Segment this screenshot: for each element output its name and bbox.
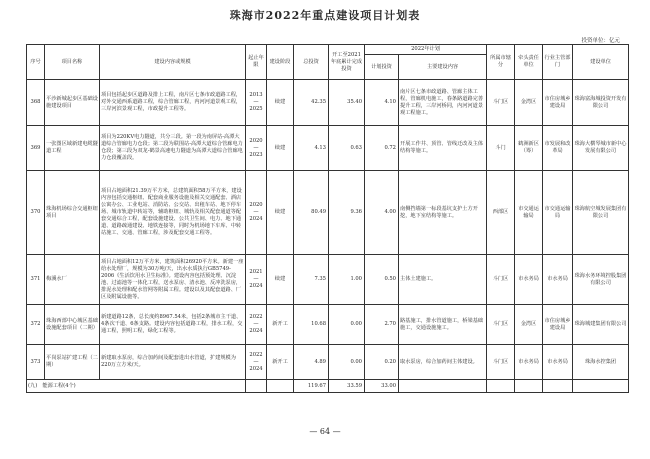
cell-builder: 珠海大横琴城市新中心发展有限公司: [573, 126, 629, 171]
table-row: [27, 80, 629, 126]
cell-total: 42.35: [294, 80, 329, 126]
project-table: [26, 44, 629, 393]
header-dept: 行业主管部门: [543, 45, 573, 80]
cell-name: 梅溪水厂: [45, 255, 100, 305]
cell-total: 4.89: [294, 345, 329, 380]
cell-scope: 新建取水泵房，综合加药间及配套进出水管道，扩建规模为220万立方米/天。: [100, 345, 246, 380]
summary-cumulative: 33.59: [329, 380, 365, 393]
cell-stage: 新开工: [267, 305, 294, 345]
cell-cumulative: 0.63: [329, 126, 365, 171]
summary-label: (九) 能源工程(4个): [27, 380, 246, 393]
header-plan-group: 2022年计划: [365, 45, 487, 55]
cell-plan-invest: 0.50: [365, 255, 399, 305]
cell-plan-invest: 0.20: [365, 345, 399, 380]
cell-builder: 珠海水控集团: [573, 345, 629, 380]
cell-plan-content: 南侧挡墙第一标段基坑支护土方开挖，地下室结构等施工。: [399, 171, 487, 255]
cell-years: 2021—2024: [246, 255, 267, 305]
header-name: 项目名称: [45, 45, 100, 80]
cell-dept: 市住房城乡建设局: [543, 305, 573, 345]
cell-stage: 续建: [267, 171, 294, 255]
cell-dept: 市水务局: [543, 345, 573, 380]
table-row: [27, 305, 629, 345]
header-builder: 建设单位: [573, 45, 629, 80]
page-title: 珠海市2022年重点建设项目计划表: [229, 9, 421, 22]
header-years: 起止年限: [246, 45, 267, 80]
summary-row: [27, 380, 629, 393]
cell-builder: 珠海富海城投资开发有限公司: [573, 80, 629, 126]
cell-district: 斗门区: [487, 345, 515, 380]
cell-dept: 市住房城乡建设局: [543, 80, 573, 126]
cell-total: 7.35: [294, 255, 329, 305]
cell-total: 80.49: [294, 171, 329, 255]
cell-years: 2013—2025: [246, 80, 267, 126]
cell-stage: 续建: [267, 80, 294, 126]
header-scope: 建设内容或规模: [100, 45, 246, 80]
cell-plan-content: 主体土建施工。: [399, 255, 487, 305]
cell-scope: 项目占地面积21.39万平方米，总建筑面积58万平方米，建设内容包括交通枢纽、配套商业服务设施及相关交通配套、酒店公寓办公、工业电站、消防站、公交站、出租车站、地下停车场、城市轨道中转站等，辅助枢纽、城轨及相关配套通道等配套交通综合工程，配套设施建设、公共卫生间、电力、地下通道、道路疏通建设、地铁连接等，同时为机场地下车库、中转站施工、交通、管廊工程，涉及配套交通工程等。: [100, 171, 246, 255]
cell-years: 2020—2023: [246, 126, 267, 171]
cell-total: 10.68: [294, 305, 329, 345]
cell-lead-unit: 市水务局: [515, 255, 543, 305]
header-district: 所属市辖分: [487, 45, 515, 80]
cell-plan-invest: 2.70: [365, 305, 399, 345]
cell-seq: 368: [27, 80, 45, 126]
cell-lead-unit: 市水务局: [515, 345, 543, 380]
table-row: [27, 126, 629, 171]
cell-scope: 新建道路12条，总长度约8967.54米，包括2条城市主干道、4条次干道、6条支路。建设内容包括道路工程，排水工程，交通工程，照明工程，绿化工程等。: [100, 305, 246, 345]
cell-seq: 370: [27, 171, 45, 255]
table-row: [27, 171, 629, 255]
cell-seq: 369: [27, 126, 45, 171]
header-row-1: [27, 45, 629, 55]
cell-district: 斗门区: [487, 305, 515, 345]
cell-plan-content: 路基施工，排水管道施工，桥梁基础施工，交通设施施工。: [399, 305, 487, 345]
cell-stage: 新开工: [267, 345, 294, 380]
cell-lead-unit: 金湾区: [515, 305, 543, 345]
table-row: [27, 255, 629, 305]
cell-name: 平沙新城起步区基础设施建设项目: [45, 80, 100, 126]
cell-lead-unit: 市交通运输局: [515, 171, 543, 255]
cell-lead-unit: 鹤洲新区（筹）: [515, 126, 543, 171]
cell-plan-content: 取水泵房，综合加药间主体建设。: [399, 345, 487, 380]
header-total: 总投资: [294, 45, 329, 80]
summary-total: 119.67: [294, 380, 329, 393]
header-plan-content: 主要建设内容: [399, 55, 487, 80]
cell-seq: 371: [27, 255, 45, 305]
cell-stage: 续建: [267, 255, 294, 305]
cell-plan-content: 开展工作井、顶管、管线迁改及主体结构等施工。: [399, 126, 487, 171]
cell-district: 西部区: [487, 171, 515, 255]
cell-years: 2020—2024: [246, 171, 267, 255]
cell-cumulative: 0.00: [329, 305, 365, 345]
cell-builder: 珠海航空城发展集团有限公司: [573, 171, 629, 255]
cell-scope: 项目为220KV电力隧道，共分三段。第一段为南屏站-高潭大道综合管廊电力仓段；第二段为联围站-高潭大道综合管廊电力仓段；第三段为双龙-鹤景高速电力隧道为高潭大道综合管廊电力仓段覆盖段。: [100, 126, 246, 171]
cell-cumulative: 35.40: [329, 80, 365, 126]
table-row: [27, 345, 629, 380]
cell-plan-content: 南片区七条市政道路、管廊主体工程，管廊机电施工，春条路道路完善提升工程，三岸河桥同，内河河道景观工程施工。: [399, 80, 487, 126]
cell-seq: 373: [27, 345, 45, 380]
header-cumulative: 开工至2021年底累计完成投资: [329, 45, 365, 80]
cell-years: 2022—2024: [246, 305, 267, 345]
cell-total: 4.13: [294, 126, 329, 171]
cell-cumulative: 1.00: [329, 255, 365, 305]
cell-district: 斗门区: [487, 80, 515, 126]
cell-name: 珠海机场综合交通枢纽项目: [45, 171, 100, 255]
cell-lead-unit: 金湾区: [515, 80, 543, 126]
cell-years: 2022—2024: [246, 345, 267, 380]
header-seq: 序号: [27, 45, 45, 80]
cell-scope: 项目包括起步区道路及排上工程，南片区七条市政道路工程，对外交通西系道路工程，综合管廊工程，内河河道景观工程，三岸河滨景观工程，市政提升工程等。: [100, 80, 246, 126]
cell-name: 珠海西部中心城区基础设施配套项目（二期）: [45, 305, 100, 345]
cell-district: 斗门区: [487, 255, 515, 305]
cell-seq: 372: [27, 305, 45, 345]
cell-stage: 续建: [267, 126, 294, 171]
header-stage: 建设阶段: [267, 45, 294, 80]
cell-name: 一张图区域新建电缆隧道工程: [45, 126, 100, 171]
cell-dept: 市水务局: [543, 255, 573, 305]
header-lead-unit: 牵头责任单位: [515, 45, 543, 80]
cell-cumulative: 9.36: [329, 171, 365, 255]
cell-scope: 项目占地面积12万平方米，建筑面积26920平方米。新建一座给水处理厂，规模为30万吨/天，出水水质执行GB5749-2006《生活饮用水卫生标准》。建设内容包括预处理、沉淀池、过滤池等一体化工程，送水泵房、清水池、反冲洗泵房，排泥水处理和配水管网等附属工程。建设以及其配套道路、厂区及附属设施等。: [100, 255, 246, 305]
summary-plan-invest: 33.00: [365, 380, 399, 393]
cell-dept: 市发展和改革局: [543, 126, 573, 171]
header-plan-invest: 计划投资: [365, 55, 399, 80]
page-number: — 64 —: [309, 427, 341, 436]
unit-label: 投资单位：亿元: [581, 38, 620, 44]
cell-plan-invest: 0.72: [365, 126, 399, 171]
cell-builder: 珠海水务环境控股集团有限公司: [573, 255, 629, 305]
cell-plan-invest: 4.00: [365, 171, 399, 255]
cell-dept: 市交通运输局: [543, 171, 573, 255]
cell-plan-invest: 4.10: [365, 80, 399, 126]
cell-name: 平岗泵站扩建工程（二期）: [45, 345, 100, 380]
cell-builder: 珠海城建集团有限公司: [573, 305, 629, 345]
cell-cumulative: 0.00: [329, 345, 365, 380]
cell-district: 斗门: [487, 126, 515, 171]
